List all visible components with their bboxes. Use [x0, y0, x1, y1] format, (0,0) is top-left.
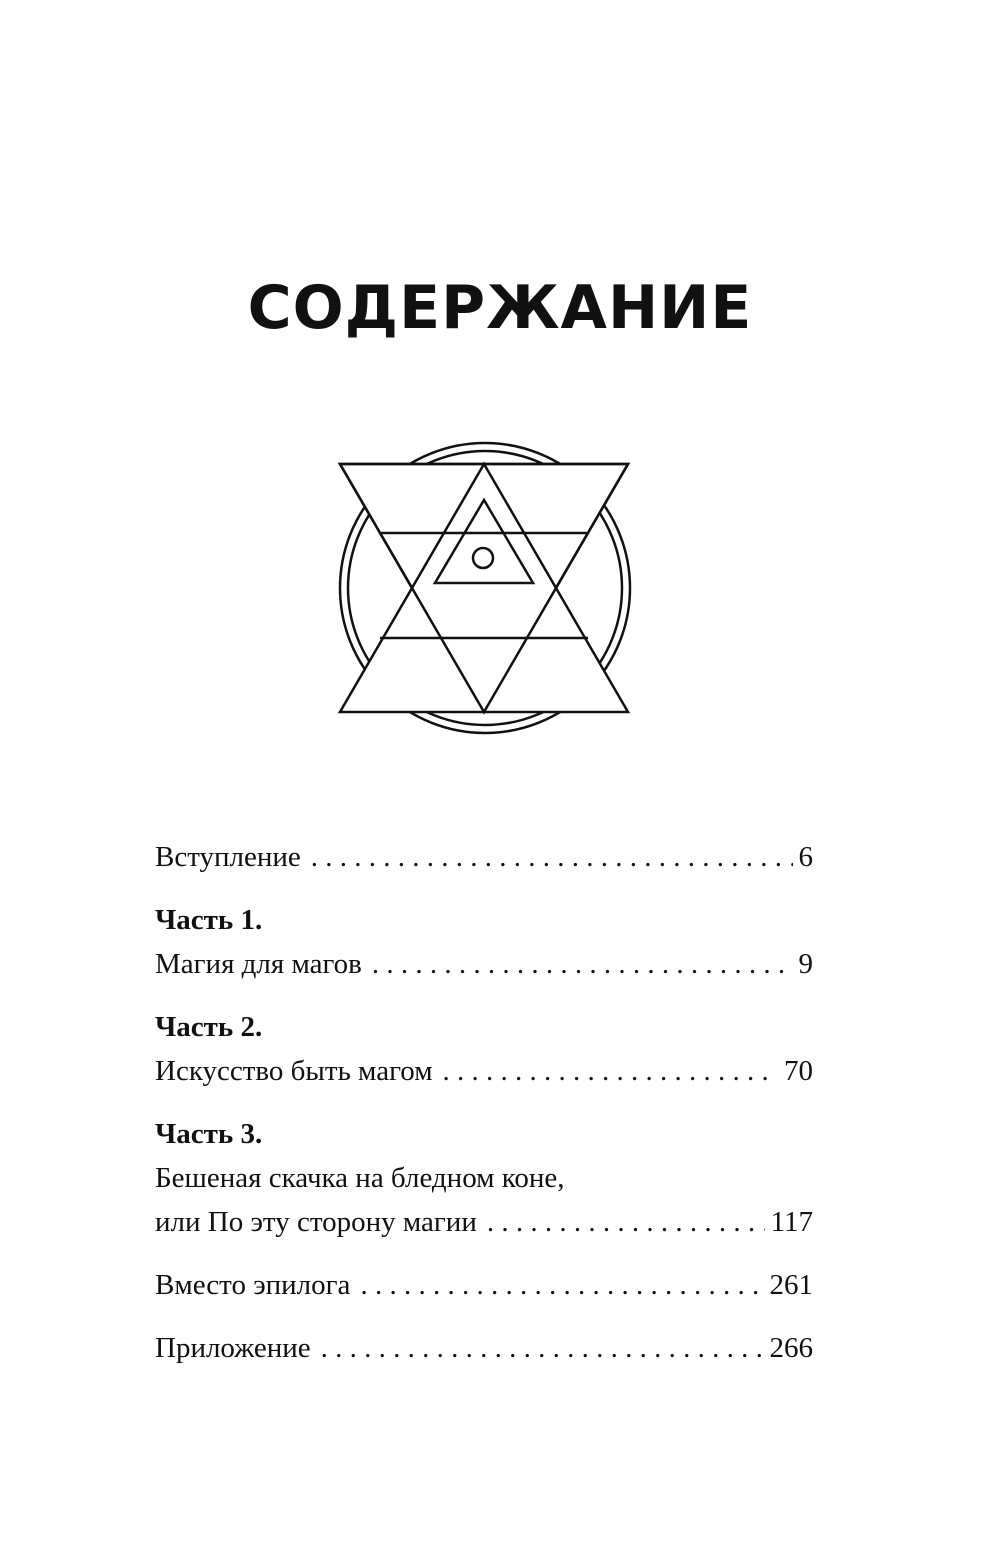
- hexagram-eye-icon: [330, 440, 640, 740]
- toc-page-number: 261: [769, 1269, 813, 1301]
- toc-line: [155, 942, 813, 986]
- toc-line: [155, 1049, 813, 1093]
- dot-leader: [321, 1326, 764, 1370]
- dot-leader: [443, 1049, 778, 1093]
- dot-leader: [487, 1200, 765, 1244]
- toc-entry-epilogue[interactable]: [155, 1263, 813, 1307]
- toc-entry-title-line1: Бешеная скачка на бледном коне,: [155, 1162, 565, 1194]
- part-label: Часть 1.: [155, 904, 263, 936]
- part-label: Часть 3.: [155, 1118, 263, 1150]
- toc-line: [155, 835, 813, 879]
- toc-entry-part-1[interactable]: [155, 898, 813, 986]
- toc-line: [155, 1326, 813, 1370]
- table-of-contents: [155, 835, 813, 1370]
- toc-page-number: 6: [798, 841, 813, 873]
- toc-entry-appendix[interactable]: [155, 1326, 813, 1370]
- toc-entry-title: Вместо эпилога: [155, 1269, 351, 1301]
- toc-page-number: 266: [769, 1332, 813, 1364]
- dot-leader: [311, 835, 793, 879]
- toc-entry-introduction[interactable]: [155, 835, 813, 879]
- toc-entry-part-3[interactable]: [155, 1112, 813, 1244]
- toc-entry-title: Искусство быть магом: [155, 1055, 433, 1087]
- toc-entry-part-2[interactable]: [155, 1005, 813, 1093]
- toc-entry-title: Магия для магов: [155, 948, 362, 980]
- toc-entry-title: Приложение: [155, 1332, 311, 1364]
- page-title: СОДЕРЖАНИЕ: [247, 273, 753, 343]
- toc-page-number: 9: [798, 948, 813, 980]
- toc-entry-title: или По эту сторону магии: [155, 1206, 477, 1238]
- toc-page-number: 117: [770, 1206, 813, 1238]
- toc-entry-title: Вступление: [155, 841, 301, 873]
- toc-page-number: 70: [784, 1055, 813, 1087]
- dot-leader: [372, 942, 793, 986]
- part-label: Часть 2.: [155, 1011, 263, 1043]
- toc-line: [155, 1263, 813, 1307]
- toc-line: [155, 1200, 813, 1244]
- dot-leader: [360, 1263, 763, 1307]
